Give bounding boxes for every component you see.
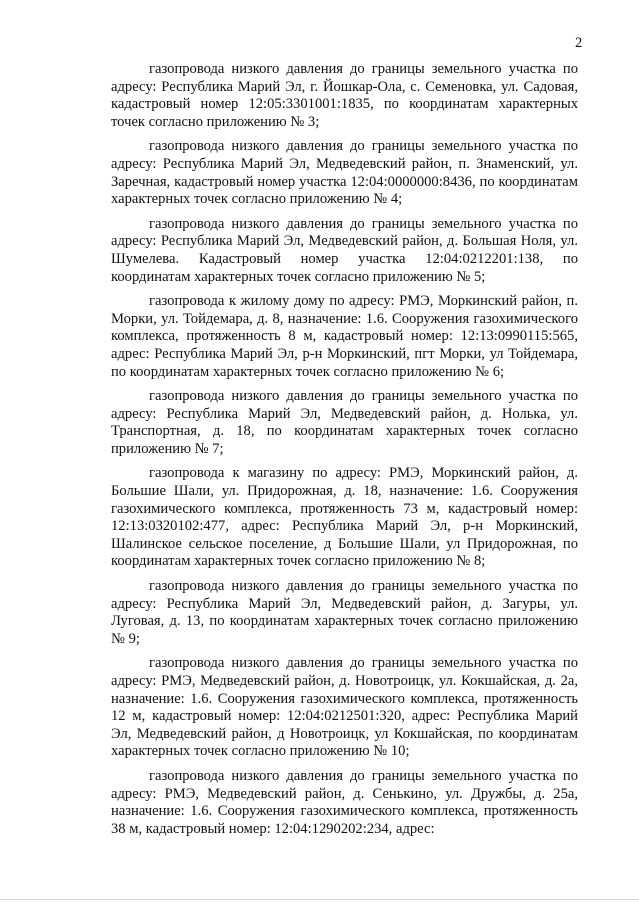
paragraph-2: газопровода низкого давления до границы земельного участка по адресу: Республика Марий Эл, Медведевский район, п. Знаменский, ул. Заречная, кадастровый номер участка 12:04:0000000:8436, по координатам характерных точек согласно приложению № 4; [111,138,578,208]
page-number: 2 [575,35,583,51]
page-bottom-edge [0,899,639,900]
paragraph-6: газопровода к магазину по адресу: РМЭ, Моркинский район, д. Большие Шали, ул. Придорожная, д. 18, назначение: 1.6. Сооружения газохимического комплекса, протяженность 73 м, кадастровый номер: 12:13:0320102:477, адрес: Республика Марий Эл, р-н Моркинский, Шалинское сельское поселение, д Большие Шали, ул Придорожная, по координатам характерных точек согласно приложению № 8; [111,465,578,570]
document-body [111,61,578,845]
paragraph-1: газопровода низкого давления до границы земельного участка по адресу: Республика Марий Эл, г. Йошкар-Ола, с. Семеновка, ул. Садовая, кадастровый номер 12:05:3301001:1835, по координатам характерных точек согласно приложению № 3; [111,61,578,130]
paragraph-9: газопровода низкого давления до границы земельного участка по адресу: РМЭ, Медведевский район, д. Сенькино, ул. Дружбы, д. 25а, назначение: 1.6. Сооружения газохимического комплекса, протяженность 38 м, кадастровый номер: 12:04:1290202:234, адрес: [111,767,578,837]
paragraph-3: газопровода низкого давления до границы земельного участка по адресу: Республика Марий Эл, Медведевский район, д. Большая Ноля, ул. Шумелева. Кадастровый номер участка 12:04:0212201:138, по координатам характерных точек согласно приложению № 5; [111,215,578,285]
paragraph-4: газопровода к жилому дому по адресу: РМЭ, Моркинский район, п. Морки, ул. Тойдемара, д. 8, назначение: 1.6. Сооружения газохимического комплекса, протяженность 8 м, кадастровый номер: 12:13:0990115:565, адрес: Республика Марий Эл, р-н Моркинский, пгт Морки, ул Тойдемара, по координатам характерных точек согласно приложению № 6; [111,293,578,380]
paragraph-8: газопровода низкого давления до границы земельного участка по адресу: РМЭ, Медведевский район, д. Новотроицк, ул. Кокшайская, д. 2а, назначение: 1.6. Сооружения газохимического комплекса, протяженность 12 м, кадастровый номер: 12:04:0212501:320, адрес: Республика Марий Эл, Медведевский район, д Новотроицк, ул Кокшайская, по координатам характерных точек согласно приложению № 10; [111,655,578,760]
paragraph-7: газопровода низкого давления до границы земельного участка по адресу: Республика Марий Эл, Медведевский район, д. Загуры, ул. Луговая, д. 13, по координатам характерных точек согласно приложению № 9; [111,578,578,647]
paragraph-5: газопровода низкого давления до границы земельного участка по адресу: Республика Марий Эл, Медведевский район, д. Нолька, ул. Транспортная, д. 18, по координатам характерных точек согласно приложению № 7; [111,388,578,457]
